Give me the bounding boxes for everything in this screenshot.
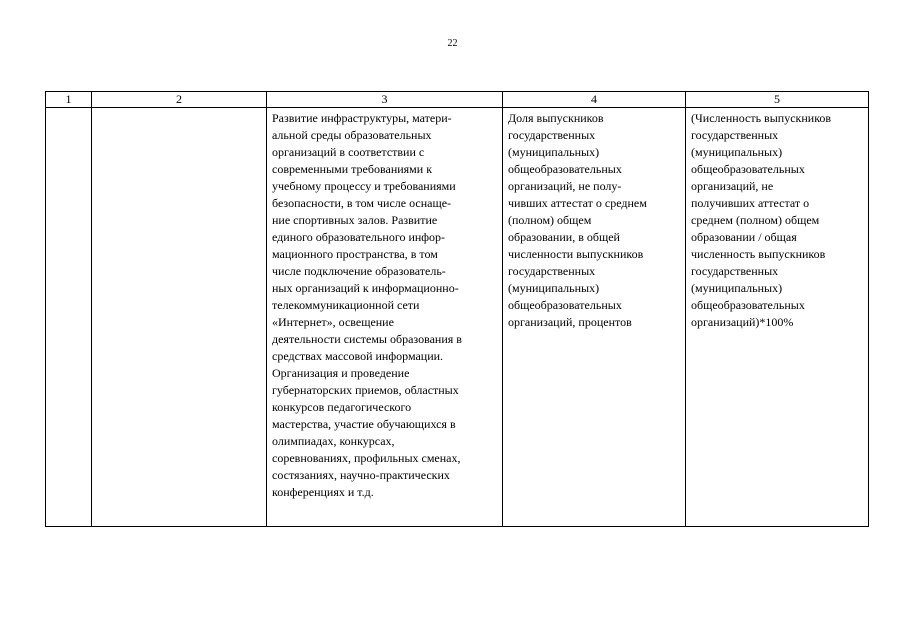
document-table — [45, 91, 869, 527]
cell-measures — [267, 108, 503, 527]
indicator-text: Доля выпускников государственных (муниципальных) общеобразовательных организаций, не полу- чивших аттестат о среднем (полном) общем образовании, в общей численности выпускников государственных (муниципальных) общеобразовательных организаций, процентов — [508, 111, 647, 329]
table-row — [46, 108, 869, 527]
cell-col-2-text — [92, 108, 266, 110]
cell-col-2 — [92, 108, 267, 527]
table-header-row — [46, 92, 869, 108]
cell-col-1 — [46, 108, 92, 527]
cell-formula — [686, 108, 869, 527]
cell-col-1-text — [46, 108, 91, 110]
cell-indicator — [503, 108, 686, 527]
column-header-4: 4 — [503, 92, 686, 108]
formula-text: (Численность выпускников государственных (муниципальных) общеобразовательных организаций, не получивших аттестат о среднем (полном) общем образовании / общая численность выпускников государственных (муниципальных) общеобразовательных организаций)*100% — [691, 111, 832, 329]
column-header-5: 5 — [686, 92, 869, 108]
column-header-2: 2 — [92, 92, 267, 108]
column-header-3: 3 — [267, 92, 503, 108]
page-number: 22 — [447, 38, 458, 49]
measures-text: Развитие инфраструктуры, матери- альной среды образовательных организаций в соответствии с современными требованиями к учебному процессу и требованиями безопасности, в том числе оснаще- ние спортивных залов. Развитие единого образовательного инфор- мационного пространства, в том числе подключение образователь- ных организаций к информационно- телекоммуникационной сети «Интернет», освещение деятельности системы образования в средствах массовой информации. Организация и проведение губернаторских приемов, областных конкурсов педагогического мастерства, участие обучающихся в олимпиадах, конкурсах, соревнованиях, профильных сменах, состязаниях, научно-практических конференциях и т.д. — [272, 111, 462, 499]
column-header-1: 1 — [46, 92, 92, 108]
